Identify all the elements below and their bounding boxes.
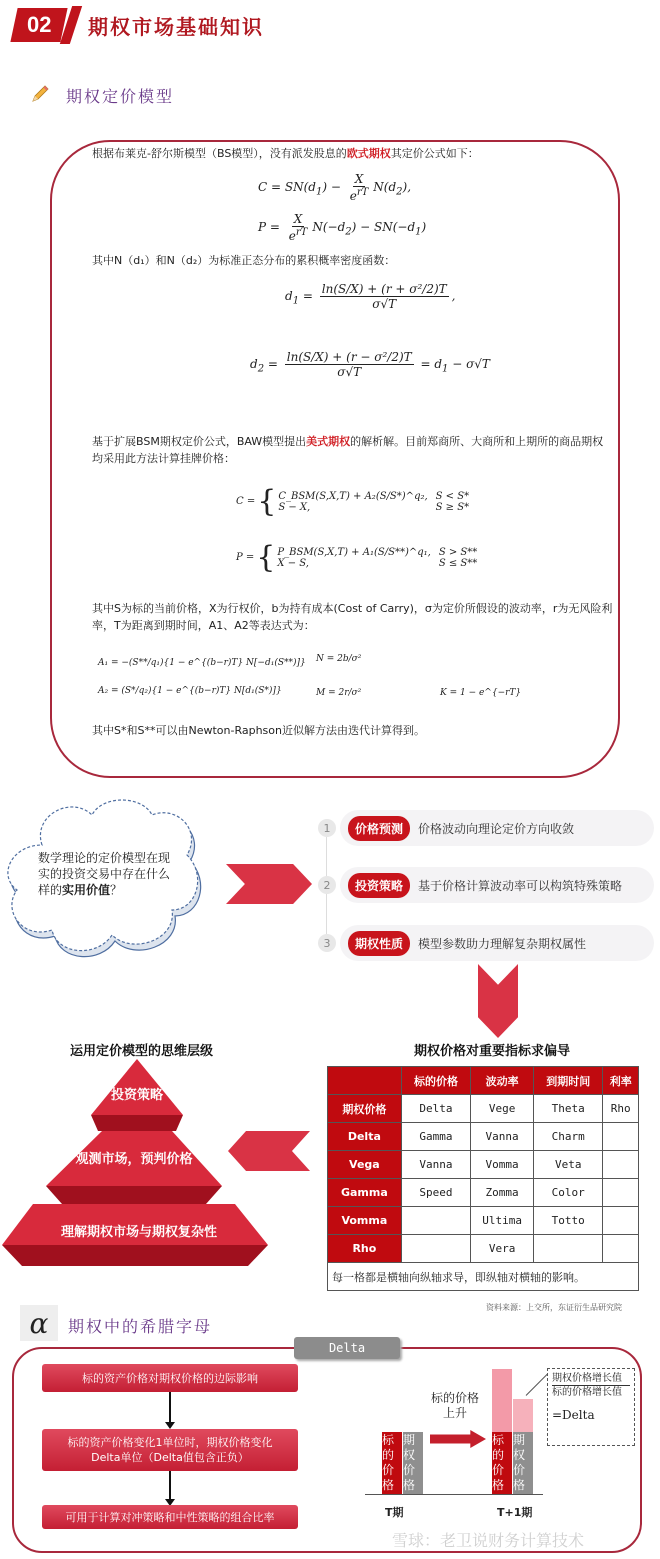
watermark: 雪球：老卫说财务计算技术	[392, 1531, 585, 1550]
formula-put-bs: P = $\frac{X}{e^{rT}}$ $N(-d_2) - SN(-d_1)$	[258, 212, 427, 243]
item-tag: 期权性质	[348, 931, 410, 956]
formula-d1: $d_1$ = $\frac{\text{ln(S/X) + (r + σ²/2)T}}{\sigma√T}$ ,	[285, 282, 456, 311]
section-title-greeks: 期权中的希腊字母	[68, 1317, 213, 1336]
value-item-price-forecast	[340, 810, 654, 846]
item-desc: 基于价格计算波动率可以构筑特殊策略	[418, 878, 623, 893]
arrow-down-icon	[169, 1392, 171, 1422]
table-row: Vega Vanna Vomma Veta	[328, 1151, 639, 1179]
pyramid-title: 运用定价模型的思维层级	[70, 1044, 214, 1059]
baseline	[365, 1494, 543, 1495]
period-t-label: T期	[385, 1506, 404, 1519]
item-tag: 投资策略	[348, 873, 410, 898]
item-number-3: 3	[318, 934, 336, 952]
arrow-down-icon	[169, 1471, 171, 1499]
variable-desc: 其中S为标的当前价格，X为行权价，b为持有成本(Cost of Carry)，σ为定价所假设的波动率，r为无风险利率，T为距离到期时间，A1、A2等表达式为：	[92, 602, 613, 632]
table-header-row: 标的价格 波动率 到期时间 利率	[328, 1067, 639, 1095]
cloud-question-text: 数学理论的定价模型在现实的投资交易中存在什么样的实用价值？	[38, 851, 171, 897]
item-number-2: 2	[318, 876, 336, 894]
delta-step-3: 可用于计算对冲策略和中性策略的组合比率	[42, 1505, 298, 1529]
table-row: Gamma Speed Zomma Color	[328, 1179, 639, 1207]
formula-baw-call: C = { C_BSM(S,X,T) + A₂(S/S*)^q₂, S < S* S − X, S ≥ S*	[236, 484, 470, 519]
delta-step-1: 标的资产价格对期权价格的边际影响	[42, 1364, 298, 1392]
delta-ratio-box: 期权价格增长值 标的价格增长值 =Delta	[547, 1368, 635, 1446]
value-item-investment-strategy	[340, 867, 654, 903]
page-title: 期权市场基础知识	[88, 15, 264, 39]
formula-n: N = 2b/σ²	[316, 654, 362, 664]
greeks-table	[327, 1066, 639, 1291]
item-desc: 价格波动向理论定价方向收敛	[418, 821, 575, 836]
bs-intro: 根据布莱克-舒尔斯模型（BS模型），没有派发股息的欧式期权其定价公式如下：	[92, 147, 479, 160]
greeks-table-title: 期权价格对重要指标求偏导	[414, 1044, 571, 1059]
baw-intro: 基于扩展BSM期权定价公式，BAW模型提出美式期权的解析解。目前郑商所、大商所和上期所的商品期权均采用此方法计算挂牌价格：	[92, 435, 604, 465]
item-tag: 价格预测	[348, 816, 410, 841]
pyramid-level-top: 投资策略	[110, 1088, 163, 1103]
table-row: Delta Gamma Vanna Charm	[328, 1123, 639, 1151]
value-item-option-properties	[340, 925, 654, 961]
delta-step-2: 标的资产价格变化1单位时，期权价格变化Delta单位（Delta值包含正负）	[42, 1429, 298, 1471]
bar-option-t1: 期权价格	[513, 1432, 533, 1494]
arrow-head-icon	[165, 1422, 175, 1429]
formula-m: M = 2r/σ²	[316, 688, 362, 698]
underlying-growth	[492, 1369, 512, 1432]
chevron-right-arrow-icon	[226, 864, 312, 904]
pyramid-level-bottom: 理解期权市场与期权复杂性	[60, 1225, 217, 1240]
formula-a1: A₁ = −(S**/q₁){1 − e^{(b−r)T} N[−d₁(S**)]}	[98, 658, 306, 668]
formula-d2: $d_2$ = $\frac{\text{ln(S/X) + (r − σ²/2)T}}{\sigma√T}$ = $d_1 - \sigma√T$	[250, 350, 490, 379]
table-row: Vomma Ultima Totto	[328, 1207, 639, 1235]
section-number-badge: 02	[10, 8, 67, 42]
item-desc: 模型参数助力理解复杂期权属性	[418, 936, 587, 951]
formula-baw-put: P = { P_BSM(S,X,T) + A₁(S/S**)^q₁, S > S** X − S, S ≤ S**	[236, 540, 478, 575]
tab-delta[interactable]: Delta	[294, 1337, 400, 1359]
period-t1-label: T+1期	[497, 1506, 533, 1519]
alpha-icon: α	[20, 1305, 58, 1341]
bar-option-t: 期权价格	[403, 1432, 423, 1494]
formula-a2: A₂ = (S*/q₂){1 − e^{(b−r)T} N[d₁(S*)]}	[98, 686, 282, 696]
bar-underlying-t: 标的价格	[382, 1432, 402, 1494]
pyramid-level-middle: 观测市场，预判价格	[75, 1152, 193, 1167]
table-row: 期权价格 Delta Vege Theta Rho	[328, 1095, 639, 1123]
source-note: 资料来源：上交所，东证衍生品研究院	[486, 1303, 622, 1312]
normal-dist-desc: 其中N（d₁）和N（d₂）为标准正态分布的累积概率密度函数：	[92, 254, 396, 267]
bar-underlying-t1: 标的价格	[492, 1432, 512, 1494]
item-number-1: 1	[318, 819, 336, 837]
newton-raphson-note: 其中S*和S**可以由Newton-Raphson近似解方法由迭代计算得到。	[92, 724, 425, 737]
formula-call-bs: $C = SN(d_1)$ − $\frac{X}{e^{rT}}$ $N(d_2)$,	[258, 172, 412, 203]
chevron-down-arrow-icon	[478, 964, 518, 1038]
table-row: Rho Vera	[328, 1235, 639, 1263]
section-title-pricing-model: 期权定价模型	[66, 87, 175, 106]
table-note-row: 每一格都是横轴向纵轴求导，即纵轴对横轴的影响。	[328, 1263, 639, 1291]
option-growth	[513, 1399, 533, 1432]
formula-k: K = 1 − e^{−rT}	[440, 688, 522, 698]
arrow-label: 标的价格上升	[431, 1391, 480, 1420]
pencil-icon	[30, 84, 50, 104]
